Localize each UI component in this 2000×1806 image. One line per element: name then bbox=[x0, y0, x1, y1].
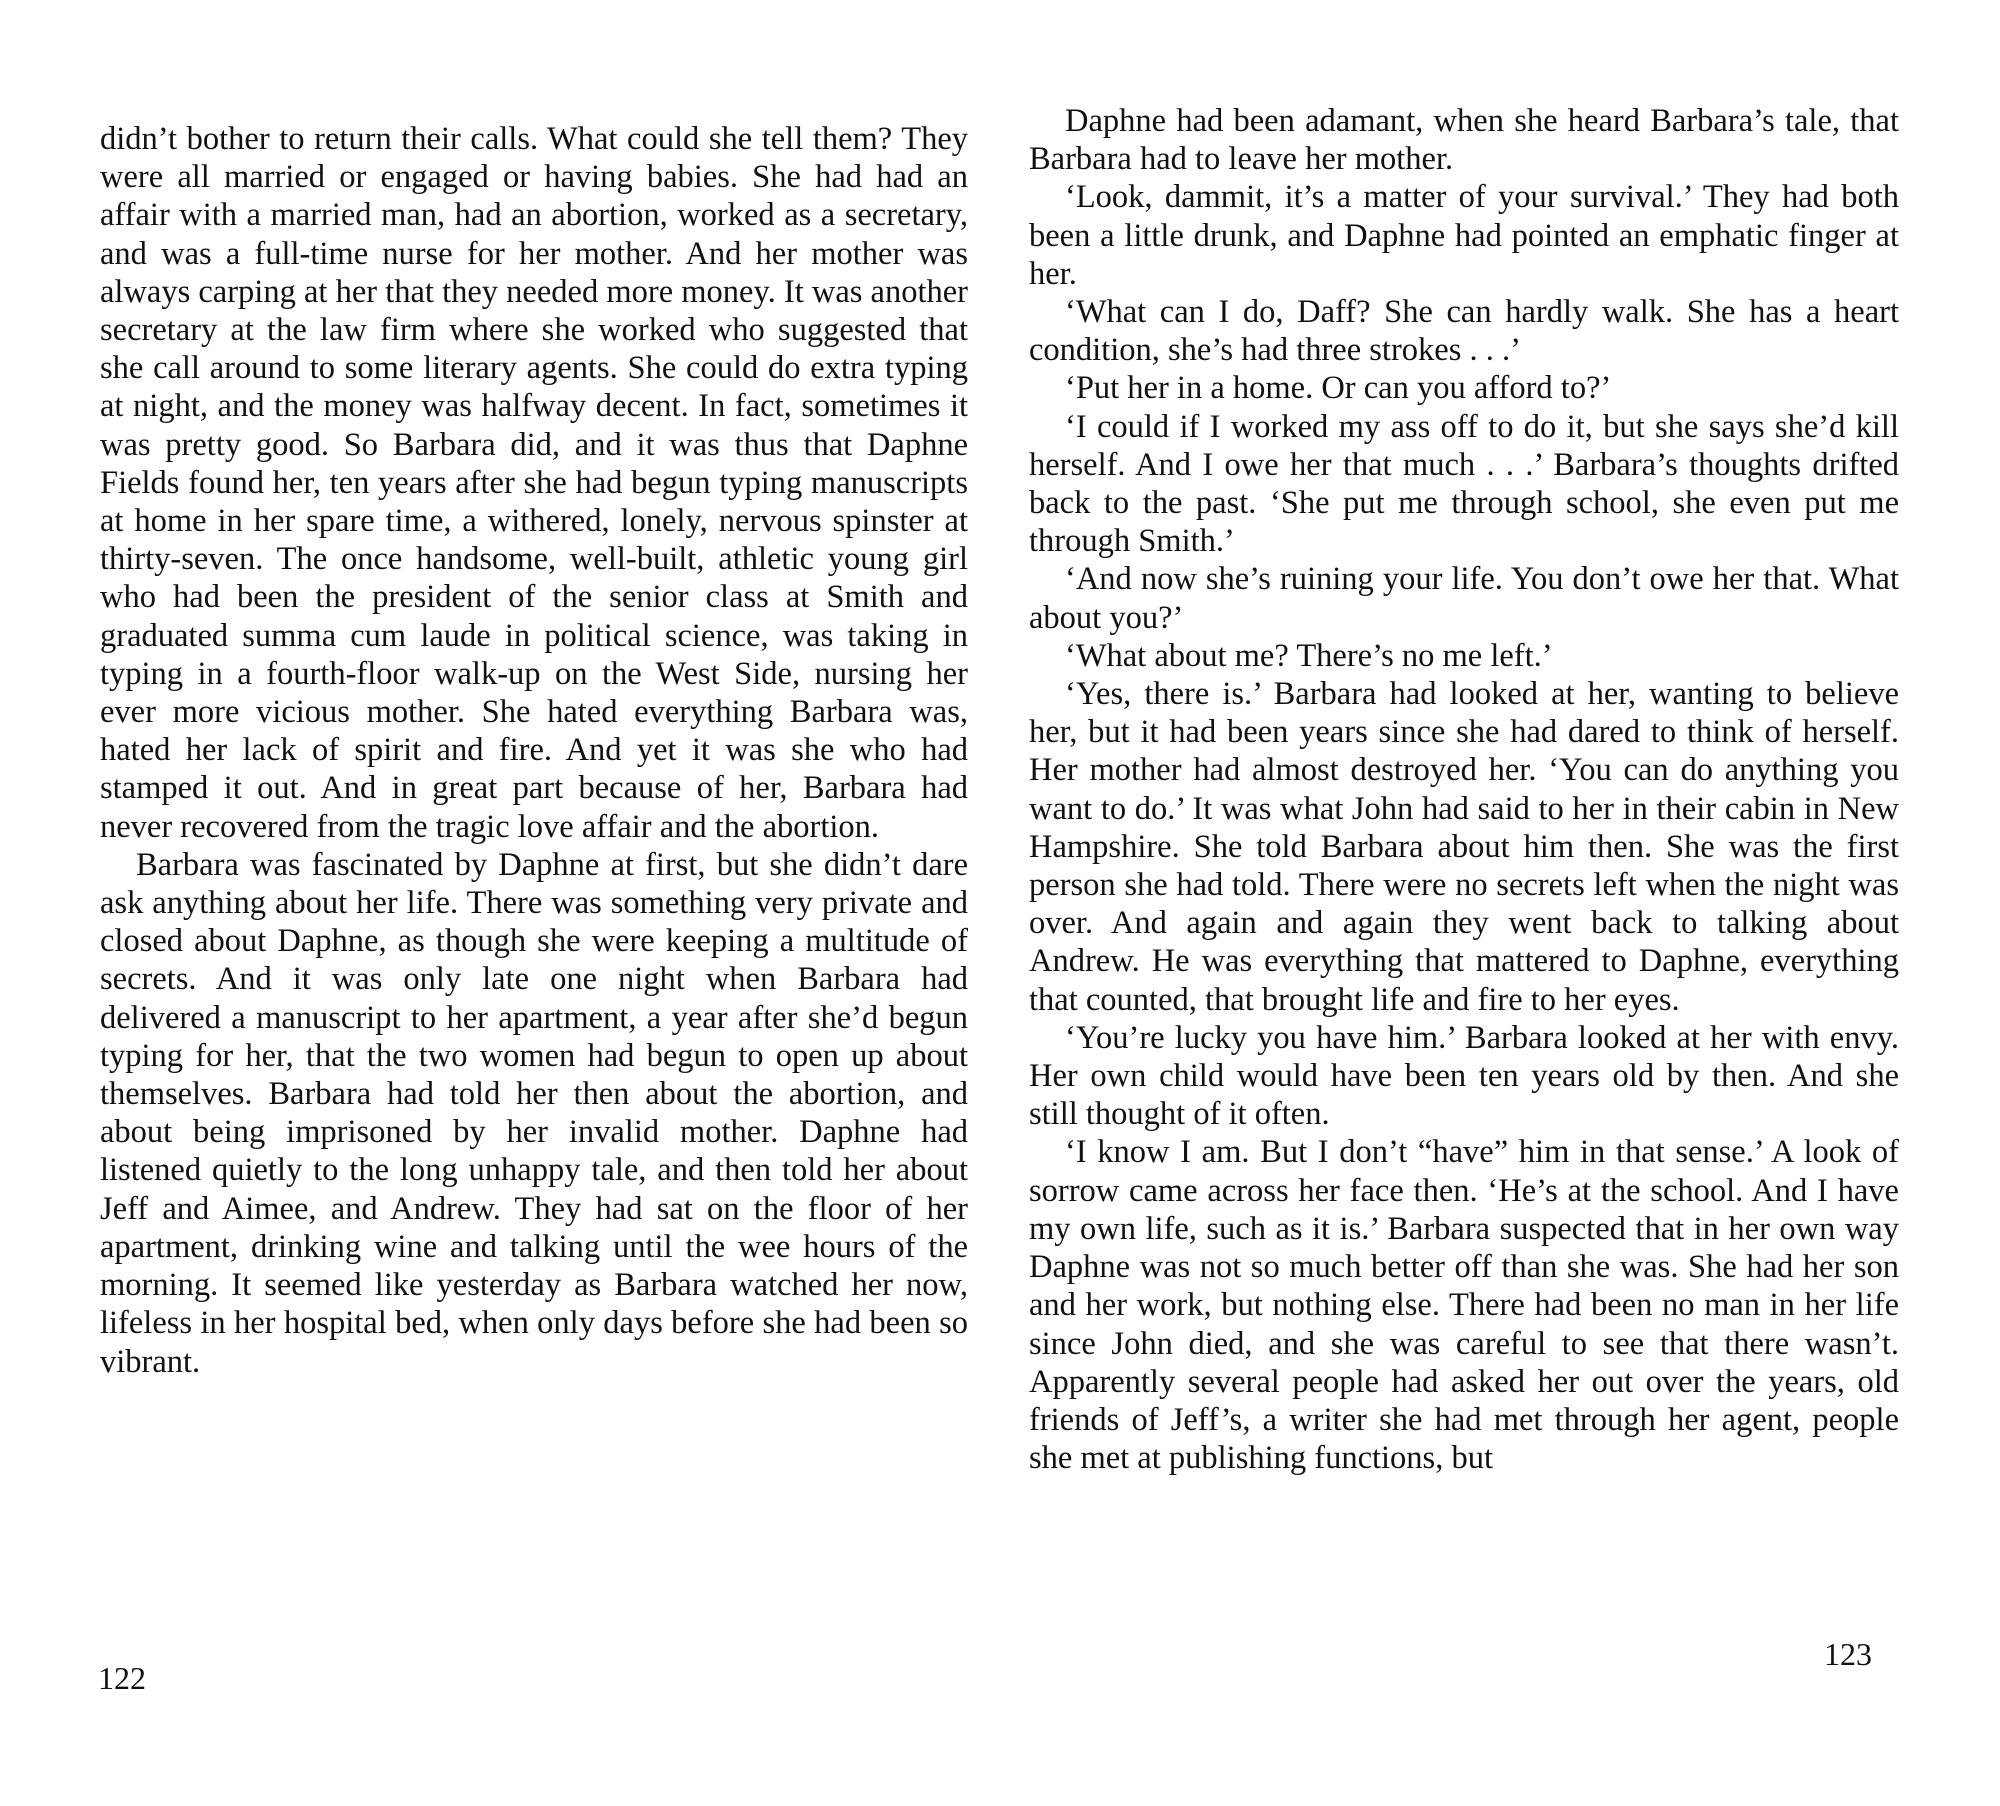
paragraph: ‘I could if I worked my ass off to do it, but she says she’d kill herself. And I owe her that much . . .’ Barbara’s thoughts drifted back to the past. ‘She put me through school, she even put me through Smith.’ bbox=[1029, 408, 1899, 560]
paragraph: ‘You’re lucky you have him.’ Barbara looked at her with envy. Her own child would have been ten years old by then. And she still thought of it often. bbox=[1029, 1019, 1899, 1133]
paragraph: ‘What can I do, Daff? She can hardly walk. She has a heart condition, she’s had three strokes . . .’ bbox=[1029, 294, 1899, 369]
left-page-text bbox=[100, 120, 968, 1381]
paragraph: ‘I know I am. But I don’t “have” him in that sense.’ A look of sorrow came across her face then. ‘He’s at the school. And I have my own life, such as it is.’ Barbara suspected that in her own way Daphne was not so much better off than she was. She had her son and her work, but nothing else. There had been no man in her life since John died, and she was careful to see that there wasn’t. Apparently several people had asked her out over the years, old friends of Jeff’s, a writer she had met through her agent, people she met at publishing functions, but bbox=[1029, 1134, 1899, 1477]
paragraph: ‘What about me? There’s no me left.’ bbox=[1065, 637, 1553, 674]
page-number-right: 123 bbox=[1824, 1636, 1872, 1672]
paragraph: Barbara was fascinated by Daphne at first, but she didn’t dare ask anything about her life. There was something very private and closed about Daphne, as though she were keeping a multitude of secrets. And it was only late one night when Barbara had delivered a manuscript to her apartment, a year after she’d begun typing for her, that the two women had begun to open up about themselves. Barbara had told her then about the abortion, and about being imprisoned by her invalid mother. Daphne had listened quietly to the long unhappy tale, and then told her about Jeff and Aimee, and Andrew. They had sat on the floor of her apartment, drinking wine and talking until the wee hours of the morning. It seemed like yesterday as Barbara watched her now, lifeless in her hospital bed, when only days before she had been so vibrant. bbox=[100, 846, 968, 1380]
page-number-left: 122 bbox=[98, 1660, 146, 1696]
paragraph: Daphne had been adamant, when she heard Barbara’s tale, that Barbara had to leave her mother. bbox=[1029, 103, 1899, 178]
paragraph: ‘Yes, there is.’ Barbara had looked at her, wanting to believe her, but it had been years since she had dared to think of herself. Her mother had almost destroyed her. ‘You can do anything you want to do.’ It was what John had said to her in their cabin in New Hampshire. She told Barbara about him then. She was the first person she had told. There were no secrets left when the night was over. And again and again they went back to talking about Andrew. He was everything that mattered to Daphne, everything that counted, that brought life and fire to her eyes. bbox=[1029, 676, 1899, 1018]
right-page bbox=[1000, 0, 2000, 1806]
paragraph: didn’t bother to return their calls. What could she tell them? They were all married or engaged or having babies. She had had an affair with a married man, had an abortion, worked as a secretary, and was a full-time nurse for her mother. And her mother was always carping at her that they needed more money. It was another secretary at the law firm where she worked who suggested that she call around to some literary agents. She could do extra typing at night, and the money was halfway decent. In fact, sometimes it was pretty good. So Barbara did, and it was thus that Daphne Fields found her, ten years after she had begun typing manuscripts at home in her spare time, a withered, lonely, nervous spinster at thirty-seven. The once handsome, well-built, athletic young girl who had been the president of the senior class at Smith and graduated summa cum laude in political science, was taking in typing in a fourth-floor walk-up on the West Side, nursing her ever more vicious mother. She hated everything Barbara was, hated her lack of spirit and fire. And yet it was she who had stamped it out. And in great part because of her, Barbara had never recovered from the tragic love affair and the abortion. bbox=[100, 121, 968, 845]
paragraph: ‘And now she’s ruining your life. You don’t owe her that. What about you?’ bbox=[1029, 561, 1899, 636]
paragraph: ‘Look, dammit, it’s a matter of your survival.’ They had both been a little drunk, and Daphne had pointed an emphatic finger at her. bbox=[1029, 179, 1899, 292]
paragraph: ‘Put her in a home. Or can you afford to?’ bbox=[1065, 370, 1612, 407]
right-page-text bbox=[1029, 102, 1899, 1477]
